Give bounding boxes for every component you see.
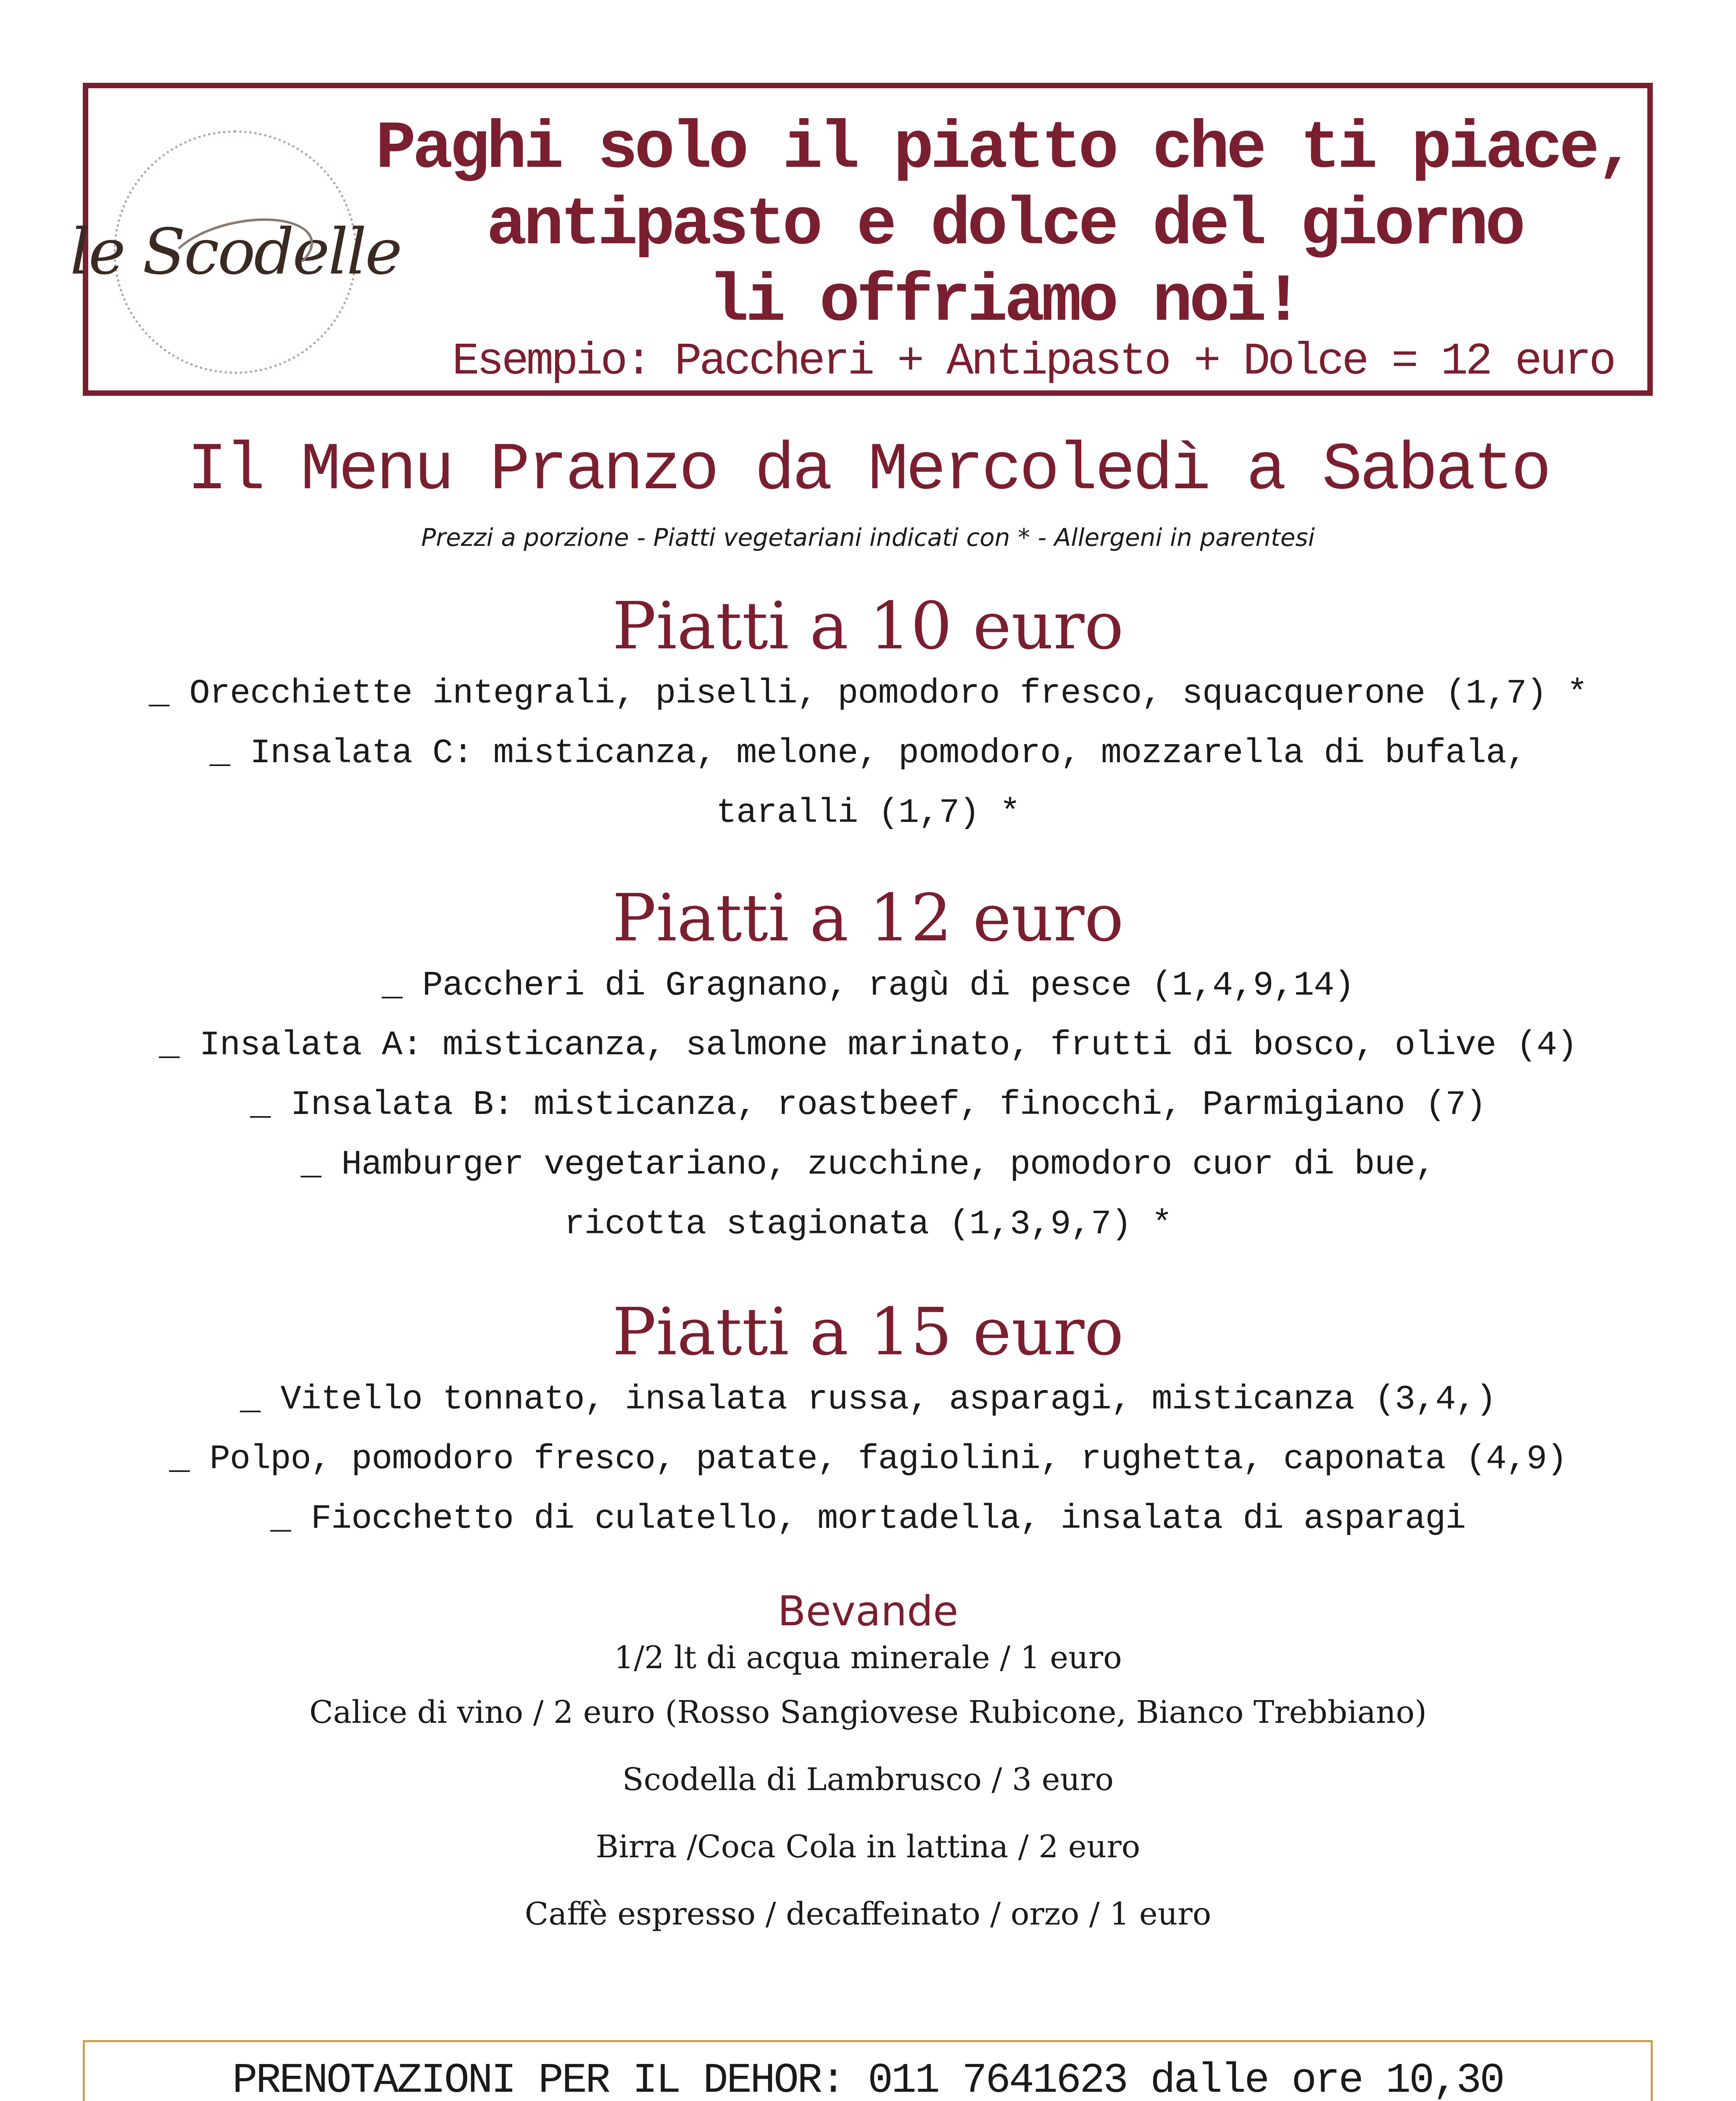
dish-item: _ Fiocchetto di culatello, mortadella, insalata di asparagi xyxy=(270,1499,1466,1538)
promo-line-3: li offriamo noi! xyxy=(708,264,1301,340)
menu-subtitle: Prezzi a porzione - Piatti vegetariani indicati con * - Allergeni in parentesi xyxy=(421,523,1315,552)
promo-line-1: Paghi solo il piatto che ti piace, xyxy=(375,111,1633,187)
beverage-item: Birra /Coca Cola in lattina / 2 euro xyxy=(595,1829,1141,1865)
menu-title: Il Menu Pranzo da Mercoledì a Sabato xyxy=(187,433,1549,509)
beverage-item: Scodella di Lambrusco / 3 euro xyxy=(622,1761,1114,1798)
contact-box xyxy=(83,2040,1653,2101)
section-15-euro xyxy=(0,1294,1736,1549)
dish-item: _ Polpo, pomodoro fresco, patate, fagiolini, rughetta, caponata (4,9) xyxy=(169,1440,1567,1479)
dish-item: _ Orecchiette integrali, piselli, pomodoro fresco, squacquerone (1,7) * xyxy=(149,674,1587,713)
dish-item: ricotta stagionata (1,3,9,7) * xyxy=(564,1205,1172,1244)
logo-text: le Scodelle xyxy=(70,216,401,289)
contact-line-dehor: PRENOTAZIONI PER IL DEHOR: 011 7641623 dalle ore 10,30 xyxy=(232,2057,1504,2101)
section-title: Piatti a 12 euro xyxy=(612,880,1124,956)
section-12-euro xyxy=(0,880,1736,1254)
dish-item: _ Hamburger vegetariano, zucchine, pomodoro cuor di bue, xyxy=(300,1145,1436,1184)
beverage-item: 1/2 lt di acqua minerale / 1 euro xyxy=(614,1640,1122,1676)
beverages-section xyxy=(0,1586,1736,1948)
beverage-item: Calice di vino / 2 euro (Rosso Sangiovese Rubicone, Bianco Trebbiano) xyxy=(309,1694,1427,1730)
section-title: Piatti a 15 euro xyxy=(612,1294,1124,1370)
dish-item: _ Insalata C: misticanza, melone, pomodoro, mozzarella di bufala, xyxy=(209,734,1527,773)
dish-item: taralli (1,7) * xyxy=(716,793,1020,832)
section-10-euro xyxy=(0,588,1736,843)
dish-item: _ Insalata B: misticanza, roastbeef, finocchi, Parmigiano (7) xyxy=(250,1085,1486,1124)
dish-item: _ Paccheri di Gragnano, ragù di pesce (1,4,9,14) xyxy=(382,966,1354,1005)
beverage-item: Caffè espresso / decaffeinato / orzo / 1 euro xyxy=(524,1896,1212,1932)
promo-line-2: antipasto e dolce del giorno xyxy=(486,188,1523,264)
section-title: Piatti a 10 euro xyxy=(612,588,1124,664)
promo-example: Esempio: Paccheri + Antipasto + Dolce = 12 euro xyxy=(452,336,1614,387)
promo-box xyxy=(70,83,1653,396)
dish-item: _ Insalata A: misticanza, salmone marinato, frutti di bosco, olive (4) xyxy=(159,1026,1577,1065)
dish-item: _ Vitello tonnato, insalata russa, asparagi, misticanza (3,4,) xyxy=(240,1380,1496,1419)
beverages-title: Bevande xyxy=(777,1588,959,1635)
restaurant-logo xyxy=(70,130,401,374)
promo-headline xyxy=(374,111,1635,341)
